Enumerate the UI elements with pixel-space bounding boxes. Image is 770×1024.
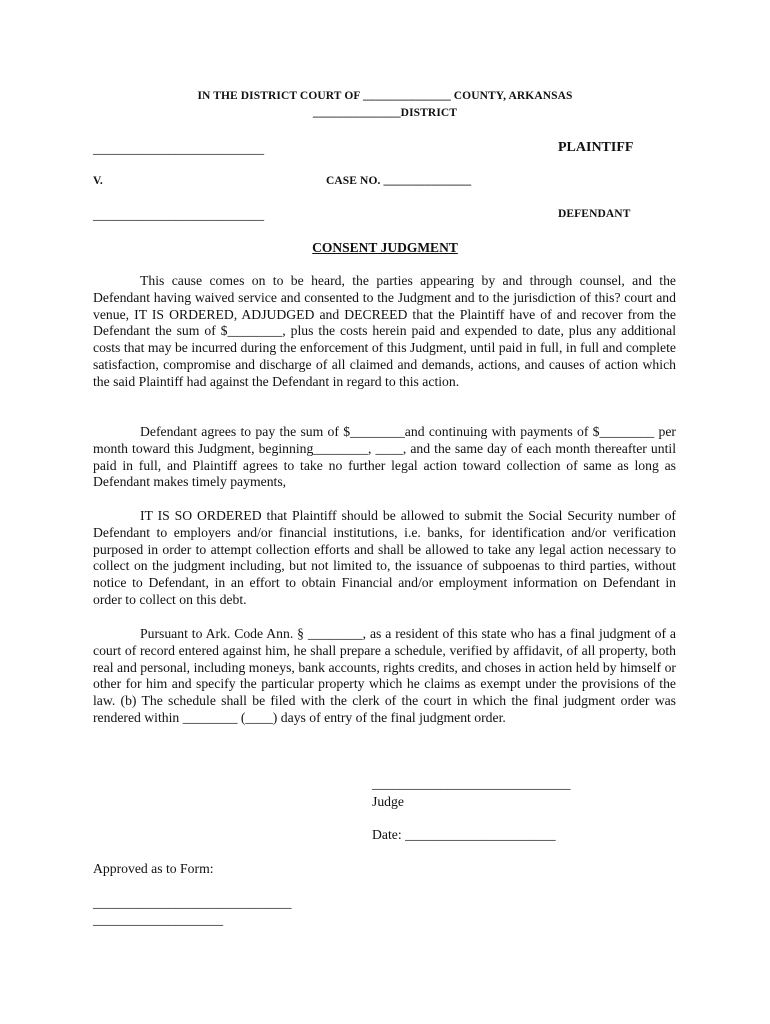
paragraph-text: IT IS SO ORDERED that Plaintiff should be allowed to submit the Social Security number of Defendant to employers and/or financial institutions, i.e. banks, for identification and/or verification purposed in order to attempt collection efforts and shall be allowed to take any legal action necessary to collect on the judgment including, but not limited to, the issuance of subpoenas to third parties, without notice to Defendant, in an effort to obtain Financial and/or employment information on Defendant in order to collect on this debt. <box>93 508 676 607</box>
paragraph-text: Pursuant to Ark. Code Ann. § ________, as a resident of this state who has a final judgment of a court of record entered against him, he shall prepare a schedule, verified by affidavit, of all property, both real and personal, including moneys, bank accounts, rights credits, and choses in action held by himself or other for him and specify the particular property which he claims as exempt under the provisions of the law. (b) The schedule shall be filed with the clerk of the court in which the final judgment order was rendered within ________ (____) days of entry of the final judgment order. <box>93 626 676 725</box>
judge-signature-line: _____________________________ <box>372 776 571 791</box>
judge-label: Judge <box>372 794 404 809</box>
body-paragraph-1 <box>93 273 676 391</box>
defendant-label: DEFENDANT <box>558 208 631 220</box>
approval-signature-line-2: ___________________ <box>93 912 224 927</box>
plaintiff-label: PLAINTIFF <box>558 140 634 155</box>
body-paragraph-4 <box>93 626 676 727</box>
plaintiff-name-blank: _________________________ <box>93 141 265 156</box>
body-paragraph-3 <box>93 508 676 609</box>
case-number: CASE NO. _______________ <box>326 175 472 187</box>
approved-label: Approved as to Form: <box>93 861 214 876</box>
paragraph-text: This cause comes on to be heard, the parties appearing by and through counsel, and the Defendant having waived service and consented to the Judgment and to the jurisdiction of this? court and venue, IT IS ORDERED, ADJUDGED and DECREED that the Plaintiff have of and recover from the Defendant the sum of $________, plus the costs herein paid and expended to date, plus any additional costs that may be incurred during the enforcement of this Judgment, until paid in full, in full and complete satisfaction, compromise and discharge of all claimed and demands, actions, and causes of action which the said Plaintiff had against the Defendant in regard to this action. <box>93 273 676 389</box>
document-title: CONSENT JUDGMENT <box>312 240 458 255</box>
body-paragraph-2 <box>93 424 676 491</box>
district-heading: _______________DISTRICT <box>312 107 458 119</box>
approval-signature-line-1: _____________________________ <box>93 895 292 910</box>
court-heading: IN THE DISTRICT COURT OF _______________ COUNTY, ARKANSAS <box>197 90 573 102</box>
defendant-name-blank: _________________________ <box>93 207 265 222</box>
versus-label: V. <box>93 175 103 187</box>
paragraph-text: Defendant agrees to pay the sum of $________and continuing with payments of $________ per month toward this Judgment, beginning________, ____, and the same day of each month thereafter until paid in full, and Plaintiff agrees to take no further legal action toward collection of same as long as Defendant makes timely payments, <box>93 424 676 490</box>
date-field: Date: ______________________ <box>372 827 556 842</box>
